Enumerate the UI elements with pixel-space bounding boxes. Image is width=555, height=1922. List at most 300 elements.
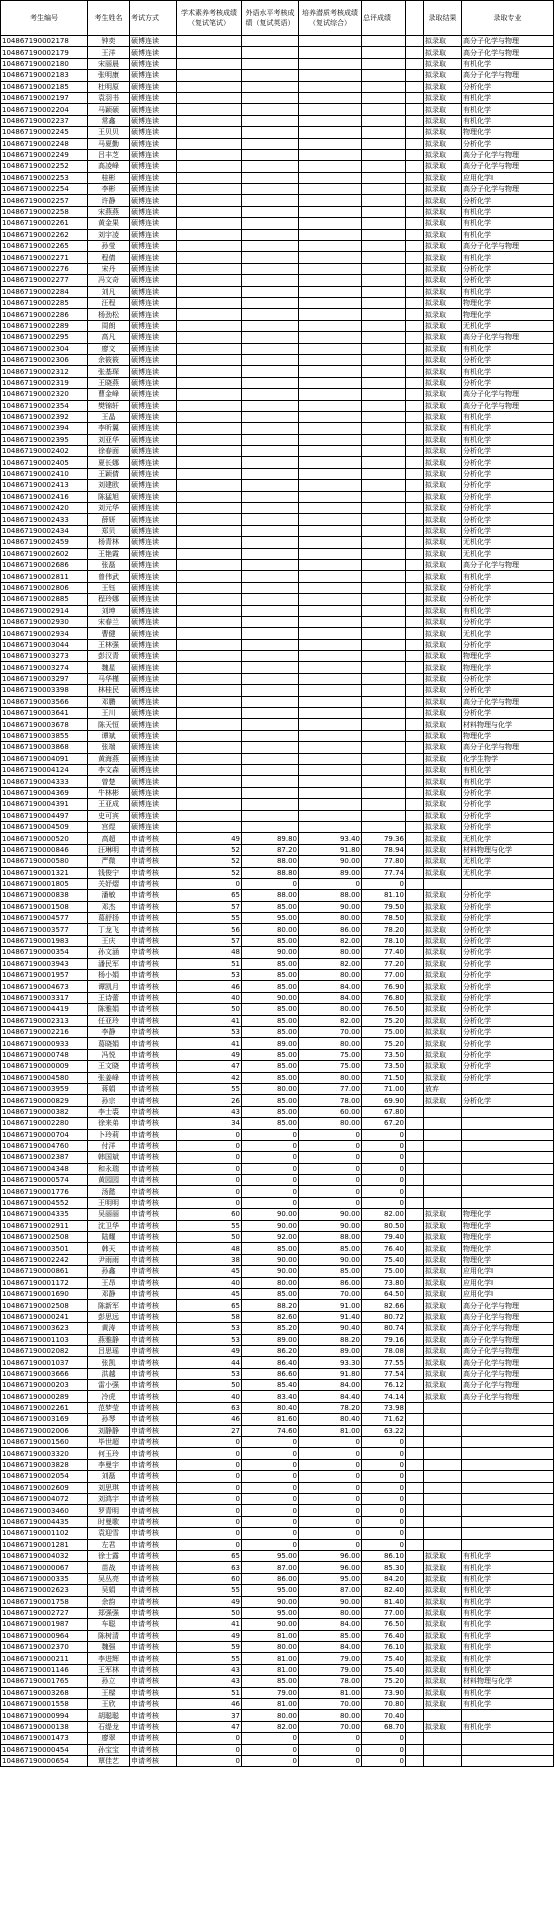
cell-major: 分析化学 (462, 457, 554, 468)
table-row (1, 1687, 554, 1698)
cell-candidate-id: 104867190000838 (1, 890, 88, 901)
cell-name: 孙立 (88, 1676, 130, 1687)
cell-candidate-id: 104867190001321 (1, 867, 88, 878)
cell-blank (406, 833, 424, 844)
cell-blank (406, 309, 424, 320)
cell-total-score: 82.40 (362, 1585, 406, 1596)
cell-result: 拟录取 (424, 36, 462, 47)
cell-candidate-id: 104867190002602 (1, 548, 88, 559)
cell-name: 汤懿 (88, 1186, 130, 1197)
cell-blank (406, 662, 424, 673)
cell-candidate-id: 104867190002434 (1, 525, 88, 536)
cell-academic-score: 38 (177, 1254, 242, 1265)
cell-academic-score: 43 (177, 1664, 242, 1675)
cell-result: 拟录取 (424, 263, 462, 274)
cell-name: 冯文奇 (88, 275, 130, 286)
cell-major: 有机化学 (462, 1585, 554, 1596)
cell-major (462, 1505, 554, 1516)
cell-blank (406, 1642, 424, 1653)
cell-academic-score (177, 115, 242, 126)
table-row (1, 673, 554, 684)
cell-total-score (362, 149, 406, 160)
cell-blank (406, 275, 424, 286)
cell-major (462, 1437, 554, 1448)
cell-major: 分析化学 (462, 958, 554, 969)
cell-result: 拟录取 (424, 1642, 462, 1653)
cell-blank (406, 1175, 424, 1186)
cell-candidate-id: 104867190003169 (1, 1414, 88, 1425)
cell-exam-type: 申请考核 (130, 970, 177, 981)
table-row (1, 1482, 554, 1493)
cell-language-score (242, 616, 299, 627)
cell-blank (406, 947, 424, 958)
cell-result (424, 1197, 462, 1208)
cell-language-score: 0 (242, 1140, 299, 1151)
cell-language-score: 85.00 (242, 981, 299, 992)
cell-language-score (242, 377, 299, 388)
cell-blank (406, 491, 424, 502)
cell-name: 黄海燕 (88, 753, 130, 764)
cell-potential-score (299, 389, 362, 400)
cell-result: 拟录取 (424, 1596, 462, 1607)
cell-name: 许静 (88, 195, 130, 206)
cell-potential-score (299, 92, 362, 103)
cell-major: 高分子化学与物理 (462, 149, 554, 160)
cell-candidate-id: 104867190003268 (1, 1687, 88, 1698)
cell-potential-score (299, 343, 362, 354)
table-row (1, 1083, 554, 1094)
cell-major (462, 1744, 554, 1755)
cell-exam-type: 硕博连读 (130, 309, 177, 320)
cell-candidate-id: 104867190002394 (1, 423, 88, 434)
cell-language-score (242, 765, 299, 776)
cell-language-score: 0 (242, 1186, 299, 1197)
cell-exam-type: 申请考核 (130, 901, 177, 912)
table-row (1, 1197, 554, 1208)
cell-result: 拟录取 (424, 241, 462, 252)
cell-language-score (242, 218, 299, 229)
cell-academic-score (177, 138, 242, 149)
cell-candidate-id: 104867190000067 (1, 1562, 88, 1573)
cell-candidate-id: 104867190001102 (1, 1528, 88, 1539)
cell-name: 曹金峰 (88, 389, 130, 400)
cell-total-score (362, 582, 406, 593)
cell-academic-score: 50 (177, 1607, 242, 1618)
cell-result: 拟录取 (424, 1049, 462, 1060)
cell-exam-type: 申请考核 (130, 1277, 177, 1288)
cell-exam-type: 硕博连读 (130, 765, 177, 776)
cell-major: 分析化学 (462, 992, 554, 1003)
cell-candidate-id: 104867190002285 (1, 297, 88, 308)
cell-language-score (242, 70, 299, 81)
table-row (1, 1448, 554, 1459)
cell-total-score: 0 (362, 1505, 406, 1516)
cell-potential-score: 0 (299, 1528, 362, 1539)
cell-total-score (362, 616, 406, 627)
table-row (1, 514, 554, 525)
cell-major: 应用化学Ⅰ (462, 1277, 554, 1288)
cell-language-score: 90.00 (242, 947, 299, 958)
cell-exam-type: 申请考核 (130, 1528, 177, 1539)
cell-academic-score (177, 184, 242, 195)
cell-language-score (242, 742, 299, 753)
cell-candidate-id: 104867190003501 (1, 1243, 88, 1254)
cell-name: 雷小强 (88, 1380, 130, 1391)
cell-academic-score (177, 525, 242, 536)
cell-major (462, 1163, 554, 1174)
cell-major: 分析化学 (462, 810, 554, 821)
cell-name: 刘坤 (88, 605, 130, 616)
cell-language-score: 0 (242, 1733, 299, 1744)
cell-blank (406, 1414, 424, 1425)
cell-academic-score: 0 (177, 878, 242, 889)
cell-exam-type: 申请考核 (130, 1448, 177, 1459)
table-row (1, 1550, 554, 1561)
cell-total-score: 71.50 (362, 1072, 406, 1083)
cell-exam-type: 申请考核 (130, 1026, 177, 1037)
cell-exam-type: 申请考核 (130, 1004, 177, 1015)
cell-candidate-id: 104867190002054 (1, 1471, 88, 1482)
cell-academic-score (177, 36, 242, 47)
table-row (1, 525, 554, 536)
cell-name: 何玉玲 (88, 1448, 130, 1459)
cell-candidate-id: 104867190002609 (1, 1482, 88, 1493)
cell-blank (406, 685, 424, 696)
cell-total-score (362, 47, 406, 58)
cell-total-score (362, 195, 406, 206)
cell-potential-score: 85.00 (299, 1243, 362, 1254)
cell-total-score: 77.74 (362, 867, 406, 878)
cell-exam-type: 硕博连读 (130, 286, 177, 297)
cell-candidate-id: 104867190002257 (1, 195, 88, 206)
cell-candidate-id: 104867190002387 (1, 1152, 88, 1163)
cell-exam-type: 硕博连读 (130, 343, 177, 354)
cell-academic-score (177, 434, 242, 445)
cell-blank (406, 1072, 424, 1083)
cell-total-score: 73.98 (362, 1402, 406, 1413)
cell-exam-type: 申请考核 (130, 1425, 177, 1436)
cell-result: 拟录取 (424, 206, 462, 217)
table-row (1, 47, 554, 58)
cell-exam-type: 申请考核 (130, 1334, 177, 1345)
cell-academic-score (177, 708, 242, 719)
cell-blank (406, 1311, 424, 1322)
cell-exam-type: 申请考核 (130, 947, 177, 958)
cell-name: 严微 (88, 856, 130, 867)
cell-language-score: 85.40 (242, 1380, 299, 1391)
cell-academic-score: 0 (177, 1733, 242, 1744)
cell-name: 杜明原 (88, 81, 130, 92)
cell-candidate-id: 104867190002289 (1, 320, 88, 331)
cell-potential-score: 96.00 (299, 1550, 362, 1561)
table-row (1, 1505, 554, 1516)
table-row (1, 206, 554, 217)
cell-name: 王川 (88, 708, 130, 719)
cell-blank (406, 1437, 424, 1448)
cell-major: 高分子化学与物理 (462, 400, 554, 411)
cell-potential-score (299, 320, 362, 331)
cell-candidate-id: 104867190002284 (1, 286, 88, 297)
cell-candidate-id: 104867190001776 (1, 1186, 88, 1197)
cell-total-score (362, 753, 406, 764)
table-row (1, 1471, 554, 1482)
cell-result: 拟录取 (424, 1550, 462, 1561)
cell-language-score (242, 343, 299, 354)
cell-blank (406, 1721, 424, 1732)
cell-candidate-id: 104867190003666 (1, 1368, 88, 1379)
cell-name: 彭汉青 (88, 651, 130, 662)
cell-blank (406, 343, 424, 354)
cell-language-score (242, 719, 299, 730)
cell-language-score: 81.00 (242, 1699, 299, 1710)
cell-potential-score (299, 480, 362, 491)
cell-blank (406, 730, 424, 741)
cell-potential-score (299, 423, 362, 434)
cell-total-score: 75.00 (362, 1266, 406, 1277)
cell-exam-type: 申请考核 (130, 1140, 177, 1151)
cell-potential-score: 0 (299, 1516, 362, 1527)
cell-result: 拟录取 (424, 947, 462, 958)
cell-language-score: 80.00 (242, 1710, 299, 1721)
cell-exam-type: 申请考核 (130, 1118, 177, 1129)
cell-total-score (362, 58, 406, 69)
cell-name: 刘宇凌 (88, 229, 130, 240)
cell-major (462, 1106, 554, 1117)
cell-potential-score (299, 662, 362, 673)
cell-academic-score (177, 81, 242, 92)
cell-potential-score (299, 594, 362, 605)
cell-blank (406, 172, 424, 183)
cell-exam-type: 硕博连读 (130, 582, 177, 593)
table-row (1, 1232, 554, 1243)
cell-result: 拟录取 (424, 1345, 462, 1356)
cell-major: 有机化学 (462, 1699, 554, 1710)
cell-language-score: 85.00 (242, 1676, 299, 1687)
cell-candidate-id: 104867190001758 (1, 1596, 88, 1607)
cell-result: 拟录取 (424, 58, 462, 69)
cell-major: 高分子化学与物理 (462, 389, 554, 400)
cell-name: 孙宗 (88, 1095, 130, 1106)
cell-blank (406, 719, 424, 730)
cell-major: 无机化学 (462, 320, 554, 331)
cell-potential-score: 81.00 (299, 1425, 362, 1436)
cell-major (462, 1129, 554, 1140)
cell-result: 拟录取 (424, 309, 462, 320)
cell-name: 薛妍 (88, 514, 130, 525)
cell-exam-type: 硕博连读 (130, 548, 177, 559)
table-row (1, 1585, 554, 1596)
cell-academic-score: 0 (177, 1505, 242, 1516)
cell-academic-score (177, 457, 242, 468)
cell-exam-type: 申请考核 (130, 1494, 177, 1505)
cell-result: 拟录取 (424, 1391, 462, 1402)
cell-language-score (242, 594, 299, 605)
cell-exam-type: 申请考核 (130, 844, 177, 855)
cell-candidate-id: 104867190003678 (1, 719, 88, 730)
cell-exam-type: 申请考核 (130, 1676, 177, 1687)
cell-exam-type: 硕博连读 (130, 491, 177, 502)
cell-academic-score: 48 (177, 1243, 242, 1254)
cell-total-score: 84.20 (362, 1573, 406, 1584)
cell-blank (406, 1288, 424, 1299)
cell-total-score: 79.36 (362, 833, 406, 844)
cell-name: 黄涛 (88, 1323, 130, 1334)
cell-major: 有机化学 (462, 1550, 554, 1561)
cell-academic-score: 63 (177, 1402, 242, 1413)
cell-academic-score (177, 537, 242, 548)
cell-exam-type: 硕博连读 (130, 787, 177, 798)
cell-result: 拟录取 (424, 651, 462, 662)
cell-blank (406, 138, 424, 149)
cell-name: 苗战 (88, 1562, 130, 1573)
table-row (1, 1095, 554, 1106)
cell-result: 拟录取 (424, 47, 462, 58)
cell-academic-score: 0 (177, 1186, 242, 1197)
table-row (1, 92, 554, 103)
cell-major: 分析化学 (462, 138, 554, 149)
cell-total-score (362, 70, 406, 81)
cell-candidate-id: 104867190002258 (1, 206, 88, 217)
cell-name: 李彬 (88, 184, 130, 195)
cell-language-score (242, 491, 299, 502)
cell-name: 张基琛 (88, 366, 130, 377)
table-row (1, 354, 554, 365)
cell-name: 韩天 (88, 1243, 130, 1254)
cell-exam-type: 硕博连读 (130, 138, 177, 149)
cell-result: 拟录取 (424, 913, 462, 924)
cell-language-score: 87.20 (242, 844, 299, 855)
cell-language-score (242, 639, 299, 650)
cell-language-score (242, 81, 299, 92)
cell-name: 桂彬 (88, 172, 130, 183)
cell-exam-type: 申请考核 (130, 1721, 177, 1732)
cell-result: 拟录取 (424, 1061, 462, 1072)
cell-candidate-id: 104867190002204 (1, 104, 88, 115)
cell-academic-score (177, 400, 242, 411)
cell-result: 拟录取 (424, 639, 462, 650)
cell-language-score (242, 776, 299, 787)
cell-name: 王樑 (88, 1687, 130, 1698)
cell-academic-score: 27 (177, 1425, 242, 1436)
cell-potential-score (299, 172, 362, 183)
cell-exam-type: 申请考核 (130, 1072, 177, 1083)
cell-name: 孙莹 (88, 241, 130, 252)
cell-result (424, 1163, 462, 1174)
cell-total-score: 73.90 (362, 1687, 406, 1698)
cell-academic-score (177, 696, 242, 707)
cell-exam-type: 申请考核 (130, 1380, 177, 1391)
cell-exam-type: 申请考核 (130, 1083, 177, 1094)
cell-result: 拟录取 (424, 1038, 462, 1049)
cell-name: 高超 (88, 833, 130, 844)
cell-name: 陈猛旭 (88, 491, 130, 502)
cell-total-score (362, 548, 406, 559)
cell-academic-score (177, 753, 242, 764)
cell-potential-score: 0 (299, 1129, 362, 1140)
cell-exam-type: 申请考核 (130, 1516, 177, 1527)
cell-major (462, 1140, 554, 1151)
cell-academic-score: 0 (177, 1744, 242, 1755)
table-row (1, 1437, 554, 1448)
table-row (1, 389, 554, 400)
cell-candidate-id: 104867190002934 (1, 628, 88, 639)
cell-candidate-id: 104867190002253 (1, 172, 88, 183)
cell-exam-type: 申请考核 (130, 1710, 177, 1721)
cell-blank (406, 1573, 424, 1584)
cell-potential-score (299, 263, 362, 274)
cell-language-score (242, 821, 299, 832)
cell-major: 分析化学 (462, 685, 554, 696)
cell-academic-score (177, 343, 242, 354)
cell-blank (406, 913, 424, 924)
cell-name: 余筱筱 (88, 354, 130, 365)
cell-exam-type: 申请考核 (130, 1049, 177, 1060)
cell-blank (406, 742, 424, 753)
table-row (1, 970, 554, 981)
cell-exam-type: 申请考核 (130, 1562, 177, 1573)
table-row (1, 890, 554, 901)
cell-language-score (242, 696, 299, 707)
cell-result: 拟录取 (424, 297, 462, 308)
cell-academic-score (177, 810, 242, 821)
table-row (1, 594, 554, 605)
cell-result: 拟录取 (424, 1220, 462, 1231)
cell-total-score: 76.50 (362, 1004, 406, 1015)
cell-language-score (242, 286, 299, 297)
cell-exam-type: 硕博连读 (130, 628, 177, 639)
cell-candidate-id: 104867190002245 (1, 127, 88, 138)
cell-language-score: 86.00 (242, 1573, 299, 1584)
cell-major: 高分子化学与物理 (462, 1300, 554, 1311)
cell-result: 拟录取 (424, 616, 462, 627)
table-row (1, 810, 554, 821)
cell-exam-type: 申请考核 (130, 1323, 177, 1334)
cell-academic-score: 49 (177, 1630, 242, 1641)
cell-academic-score: 44 (177, 1357, 242, 1368)
cell-major: 高分子化学与物理 (462, 1368, 554, 1379)
cell-language-score (242, 434, 299, 445)
cell-result: 拟录取 (424, 491, 462, 502)
cell-candidate-id: 104867190002280 (1, 1118, 88, 1129)
cell-language-score: 0 (242, 1163, 299, 1174)
cell-total-score: 80.74 (362, 1323, 406, 1334)
table-row (1, 297, 554, 308)
table-row (1, 1425, 554, 1436)
cell-blank (406, 1471, 424, 1482)
cell-blank (406, 753, 424, 764)
cell-exam-type: 硕博连读 (130, 685, 177, 696)
cell-candidate-id: 104867190002727 (1, 1607, 88, 1618)
cell-major: 有机化学 (462, 605, 554, 616)
cell-major (462, 1448, 554, 1459)
cell-total-score: 75.20 (362, 1015, 406, 1026)
cell-major: 无机化学 (462, 833, 554, 844)
cell-candidate-id: 104867190004091 (1, 753, 88, 764)
cell-academic-score: 45 (177, 1288, 242, 1299)
table-row (1, 651, 554, 662)
cell-blank (406, 400, 424, 411)
cell-blank (406, 958, 424, 969)
cell-exam-type: 硕博连读 (130, 241, 177, 252)
cell-language-score: 87.00 (242, 1562, 299, 1573)
cell-result: 拟录取 (424, 833, 462, 844)
cell-name: 袁迎雪 (88, 1528, 130, 1539)
cell-blank (406, 115, 424, 126)
cell-language-score: 88.20 (242, 1300, 299, 1311)
cell-blank (406, 1585, 424, 1596)
cell-potential-score: 90.00 (299, 1209, 362, 1220)
cell-candidate-id: 104867190003317 (1, 992, 88, 1003)
